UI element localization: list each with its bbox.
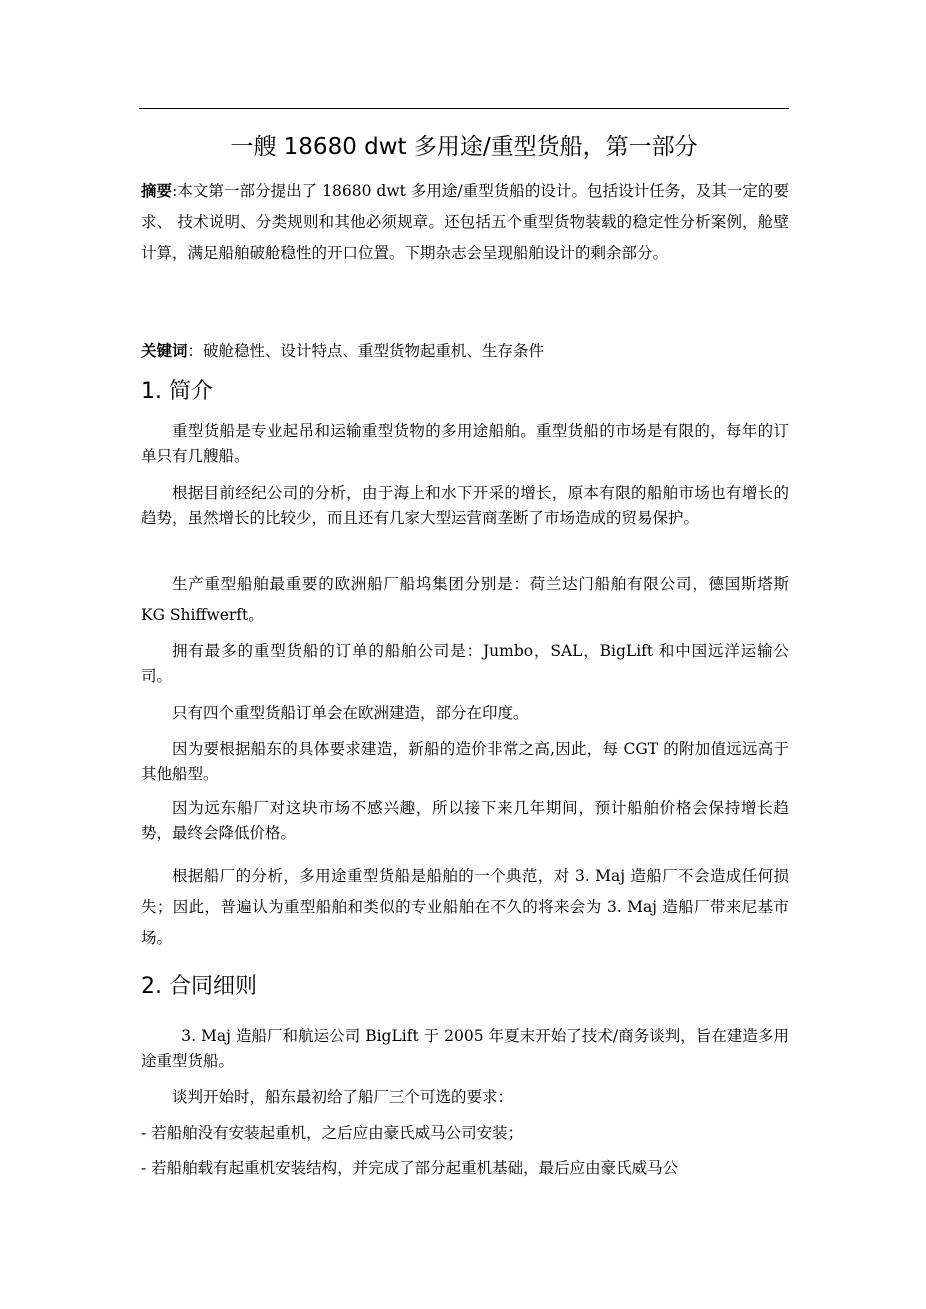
section-heading-contract: 2. 合同细则 [141, 974, 257, 999]
paragraph: 因为远东船厂对这块市场不感兴趣，所以接下来几年期间，预计船舶价格会保持增长趋势，最终会降低价格。 [141, 799, 789, 842]
paragraph: 3. Maj 造船厂和航运公司 BigLift 于 2005 年夏末开始了技术/商务谈判，旨在建造多用途重型货船。 [141, 1027, 789, 1070]
abstract [141, 176, 789, 269]
paragraph: 因为要根据船东的具体要求建造，新船的造价非常之高,因此，每 CGT 的附加值远远高于其他船型。 [141, 740, 789, 783]
paragraph: 重型货船是专业起吊和运输重型货物的多用途船舶。重型货船的市场是有限的，每年的订单只有几艘船。 [141, 422, 789, 465]
section-heading-intro: 1. 简介 [141, 379, 213, 404]
paragraph: 拥有最多的重型货船的订单的船舶公司是：Jumbo，SAL，BigLift 和中国远洋运输公司。 [141, 642, 789, 685]
paragraph: 谈判开始时，船东最初给了船厂三个可选的要求： [172, 1088, 514, 1106]
keywords-text: ：破舱稳性、设计特点、重型货物起重机、生存条件 [187, 342, 545, 360]
paragraph: 根据船厂的分析，多用途重型货船是船舶的一个典范，对 3. Maj 造船厂不会造成任何损失；因此，普遍认为重型船舶和类似的专业船舶在不久的将来会为 3. Maj 造船厂带来尼基市场。 [141, 867, 789, 947]
list-item: - 若船舶载有起重机安装结构，并完成了部分起重机基础，最后应由豪氏威马公 [141, 1159, 679, 1177]
paragraph: 只有四个重型货船订单会在欧洲建造，部分在印度。 [172, 704, 529, 722]
abstract-text: :本文第一部分提出了 18680 dwt 多用途/重型货船的设计。包括设计任务，及其一定的要求、 技术说明、分类规则和其他必须规章。还包括五个重型货物装载的稳定性分析案例，舱壁计算，满足船舶破舱稳性的开口位置。下期杂志会呈现船舶设计的剩余部分。 [141, 182, 789, 262]
abstract-label: 摘要 [141, 182, 173, 200]
paragraph: 根据目前经纪公司的分析，由于海上和水下开采的增长，原本有限的船舶市场也有增长的趋势，虽然增长的比较少，而且还有几家大型运营商垄断了市场造成的贸易保护。 [141, 484, 789, 527]
list-item: - 若船舶没有安装起重机，之后应由豪氏威马公司安装； [141, 1124, 524, 1142]
header-rule [139, 108, 789, 109]
paragraph: 生产重型船舶最重要的欧洲船厂船坞集团分别是：荷兰达门船舶有限公司，德国斯塔斯 KG Shiffwerft。 [141, 575, 789, 624]
paper-title: 一艘 18680 dwt 多用途/重型货船，第一部分 [230, 134, 698, 160]
keywords-label: 关键词 [141, 342, 188, 360]
keywords [141, 336, 789, 366]
